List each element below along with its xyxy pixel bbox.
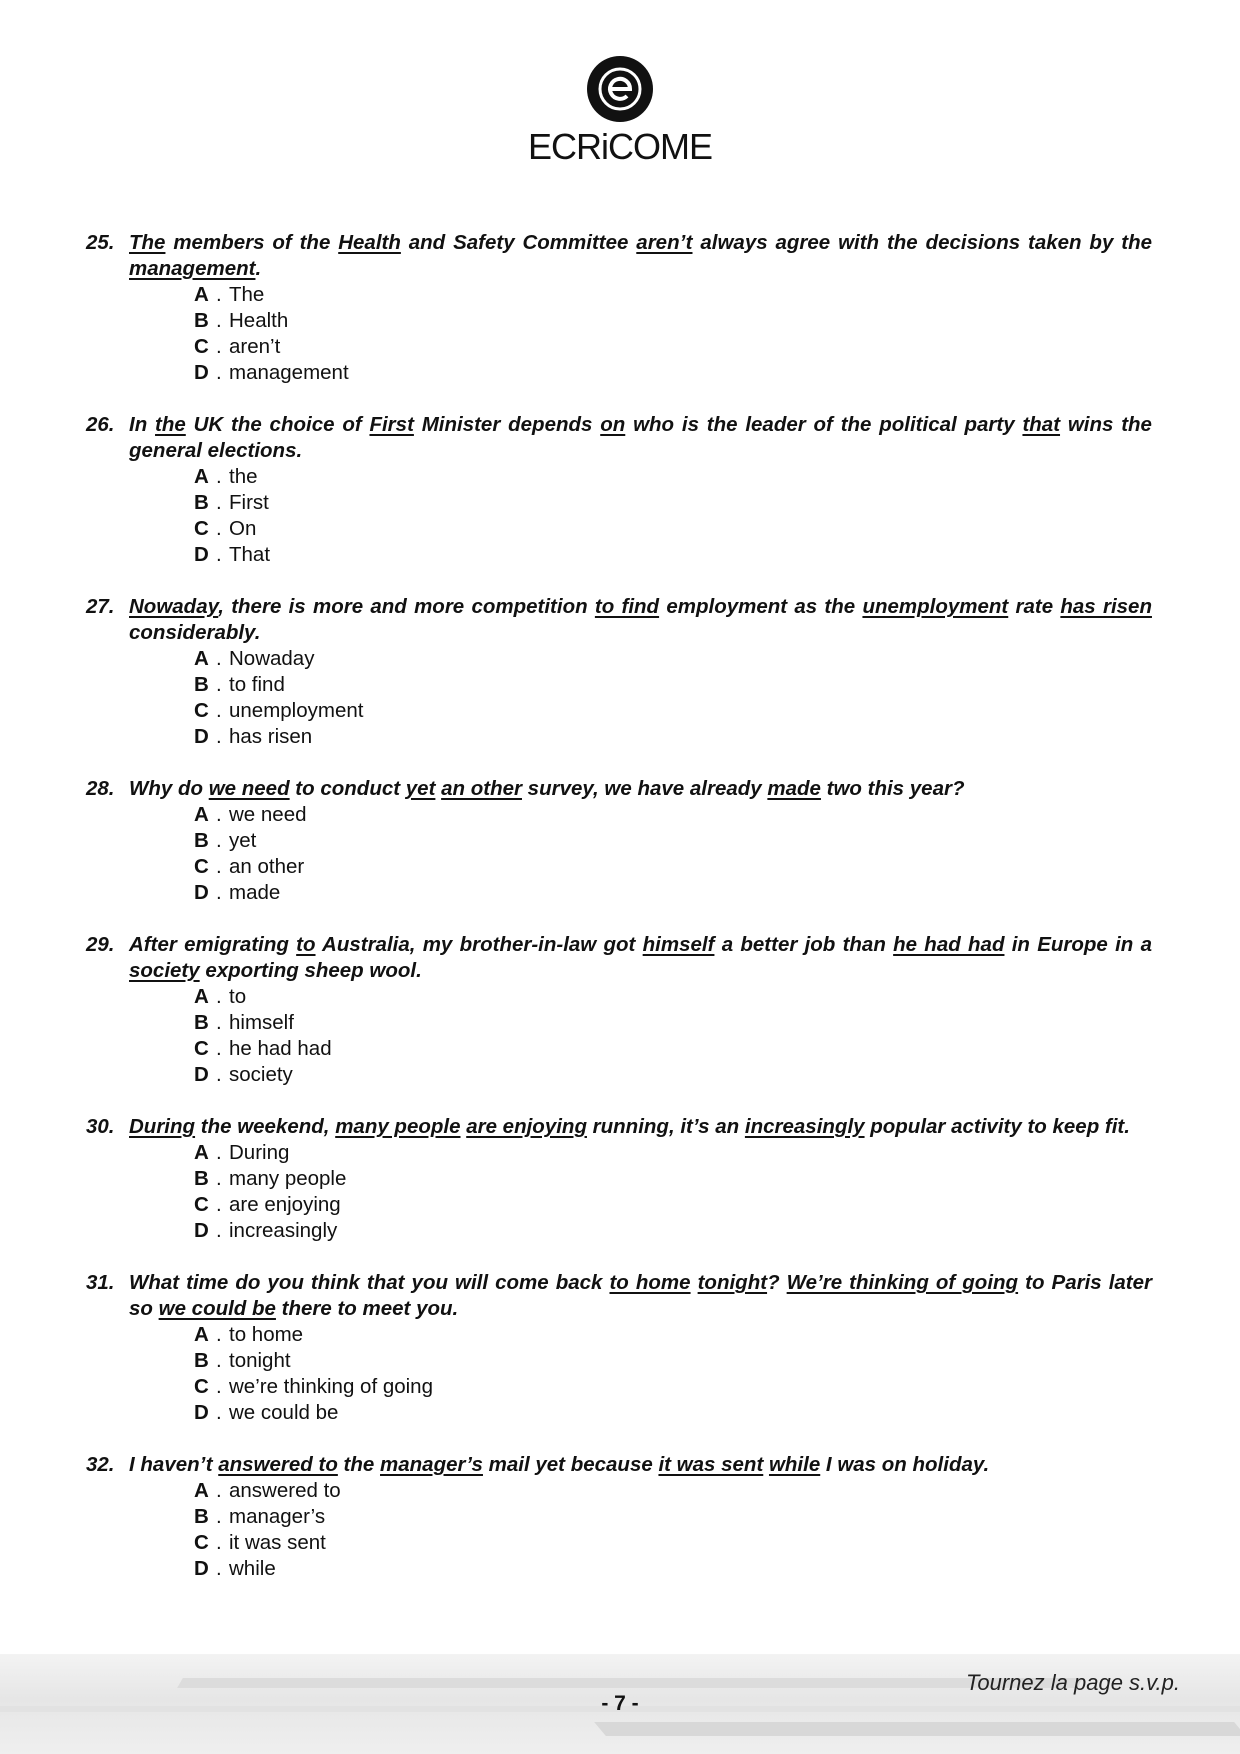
- answer-option: [194, 1400, 1152, 1426]
- text-segment: ?: [767, 1271, 787, 1294]
- option-text: to: [229, 985, 247, 1008]
- underlined-segment: Nowaday: [129, 595, 219, 618]
- text-segment: After emigrating: [129, 933, 297, 956]
- option-dot: .: [216, 985, 222, 1008]
- option-text: answered to: [229, 1479, 341, 1502]
- text-segment: I was on holiday.: [820, 1453, 990, 1476]
- underlined-segment: to: [296, 933, 316, 956]
- text-segment: members of the: [165, 231, 339, 254]
- underlined-segment: made: [767, 777, 821, 800]
- option-text: yet: [229, 829, 257, 852]
- answer-option: [194, 1348, 1152, 1374]
- option-dot: .: [216, 1141, 222, 1164]
- option-text: During: [229, 1141, 290, 1164]
- text-segment: the weekend,: [195, 1115, 336, 1138]
- option-text: we could be: [229, 1401, 339, 1424]
- question-text: [129, 1114, 1152, 1140]
- option-letter: D: [194, 1557, 209, 1580]
- option-text: Health: [229, 309, 289, 332]
- option-dot: .: [216, 803, 222, 826]
- page-number: - 7 -: [601, 1692, 639, 1715]
- option-dot: .: [216, 465, 222, 488]
- answer-option: [194, 828, 1152, 854]
- option-dot: .: [216, 1557, 222, 1580]
- underlined-segment: to find: [594, 595, 660, 618]
- option-dot: .: [216, 1011, 222, 1034]
- answer-option: [194, 1140, 1152, 1166]
- text-segment: in Europe in a: [1004, 933, 1152, 956]
- underlined-segment: The: [129, 231, 166, 254]
- question-stem: [86, 1114, 1152, 1140]
- answer-option: [194, 1374, 1152, 1400]
- underlined-segment: increasingly: [744, 1115, 865, 1138]
- option-text: increasingly: [229, 1219, 338, 1242]
- option-letter: A: [194, 647, 209, 670]
- question-stem: [86, 412, 1152, 464]
- option-text: management: [229, 361, 349, 384]
- answer-option: [194, 1036, 1152, 1062]
- underlined-segment: himself: [642, 933, 715, 956]
- option-letter: D: [194, 725, 209, 748]
- option-letter: C: [194, 855, 209, 878]
- option-letter: C: [194, 1037, 209, 1060]
- underlined-segment: we need: [208, 777, 290, 800]
- text-segment: What time do you think that you will come back: [129, 1271, 610, 1294]
- underlined-segment: yet: [405, 777, 436, 800]
- option-text: many people: [229, 1167, 347, 1190]
- text-segment: mail yet because: [482, 1453, 659, 1476]
- question-stem: [86, 1452, 1152, 1478]
- question-text: [129, 230, 1152, 282]
- answer-option: [194, 1218, 1152, 1244]
- option-dot: .: [216, 1375, 222, 1398]
- option-text: to find: [229, 673, 285, 696]
- answer-option: [194, 1322, 1152, 1348]
- underlined-segment: During: [129, 1115, 196, 1138]
- option-text: to home: [229, 1323, 304, 1346]
- text-segment: Minister depends: [413, 413, 601, 436]
- answer-option: [194, 802, 1152, 828]
- option-letter: D: [194, 1063, 209, 1086]
- text-segment: always agree with the decisions taken by the: [692, 231, 1152, 254]
- option-text: manager’s: [229, 1505, 326, 1528]
- question-number: 27.: [86, 595, 115, 618]
- option-text: while: [229, 1557, 276, 1580]
- text-segment: survey, we have already: [521, 777, 768, 800]
- underlined-segment: many people: [335, 1115, 461, 1138]
- option-dot: .: [216, 1219, 222, 1242]
- answer-option: [194, 672, 1152, 698]
- option-text: an other: [229, 855, 305, 878]
- underlined-segment: an other: [441, 777, 522, 800]
- option-letter: A: [194, 465, 209, 488]
- question-text: [129, 1452, 1152, 1478]
- answer-option: [194, 724, 1152, 750]
- turn-page-note: Tournez la page s.v.p.: [965, 1670, 1180, 1695]
- option-letter: B: [194, 1011, 209, 1034]
- option-dot: .: [216, 491, 222, 514]
- option-letter: C: [194, 517, 209, 540]
- question-text: [129, 776, 1152, 802]
- underlined-segment: it was sent: [658, 1453, 764, 1476]
- question: [86, 776, 1152, 906]
- question-number: 30.: [86, 1115, 115, 1138]
- option-dot: .: [216, 725, 222, 748]
- option-dot: .: [216, 543, 222, 566]
- option-letter: B: [194, 1167, 209, 1190]
- option-letter: A: [194, 1479, 209, 1502]
- option-text: made: [229, 881, 281, 904]
- question-number: 26.: [86, 413, 115, 436]
- option-dot: .: [216, 283, 222, 306]
- logo-text: ECRiCOME: [527, 126, 712, 167]
- option-dot: .: [216, 647, 222, 670]
- text-segment: employment as the: [659, 595, 863, 618]
- answer-options: [86, 1478, 1152, 1582]
- question: [86, 932, 1152, 1088]
- question-number: 31.: [86, 1271, 115, 1294]
- option-letter: C: [194, 1531, 209, 1554]
- option-letter: C: [194, 1193, 209, 1216]
- option-dot: .: [216, 361, 222, 384]
- answer-options: [86, 984, 1152, 1088]
- question-number: 28.: [86, 777, 115, 800]
- option-letter: B: [194, 829, 209, 852]
- header: [0, 56, 1240, 168]
- underlined-segment: that: [1022, 413, 1061, 436]
- text-segment: UK the choice of: [185, 413, 370, 436]
- question-stem: [86, 1270, 1152, 1322]
- option-dot: .: [216, 1323, 222, 1346]
- option-text: society: [229, 1063, 293, 1086]
- underlined-segment: are enjoying: [466, 1115, 587, 1138]
- answer-option: [194, 490, 1152, 516]
- underlined-segment: management: [129, 257, 256, 280]
- option-dot: .: [216, 1505, 222, 1528]
- option-dot: .: [216, 1037, 222, 1060]
- text-segment: a better job than: [714, 933, 894, 956]
- option-dot: .: [216, 1479, 222, 1502]
- underlined-segment: We’re thinking of going: [786, 1271, 1019, 1294]
- underlined-segment: to home: [609, 1271, 691, 1294]
- option-letter: D: [194, 1401, 209, 1424]
- text-segment: who is the leader of the political party: [625, 413, 1023, 436]
- underlined-segment: on: [600, 413, 626, 436]
- option-letter: B: [194, 491, 209, 514]
- option-letter: B: [194, 1505, 209, 1528]
- option-letter: A: [194, 283, 209, 306]
- answer-option: [194, 308, 1152, 334]
- question-text: [129, 932, 1152, 984]
- answer-option: [194, 1504, 1152, 1530]
- underlined-segment: tonight: [697, 1271, 768, 1294]
- underlined-segment: manager’s: [380, 1453, 483, 1476]
- question-number: 25.: [86, 231, 115, 254]
- option-text: himself: [229, 1011, 294, 1034]
- answer-option: [194, 1192, 1152, 1218]
- underlined-segment: Health: [338, 231, 401, 254]
- option-letter: D: [194, 881, 209, 904]
- option-text: tonight: [229, 1349, 291, 1372]
- question-stem: [86, 776, 1152, 802]
- text-segment: considerably.: [129, 621, 261, 644]
- question-text: [129, 412, 1152, 464]
- answer-option: [194, 1166, 1152, 1192]
- option-text: The: [229, 283, 265, 306]
- answer-option: [194, 1062, 1152, 1088]
- option-dot: .: [216, 1531, 222, 1554]
- text-segment: popular activity to keep fit.: [864, 1115, 1130, 1138]
- question: [86, 1114, 1152, 1244]
- option-letter: C: [194, 335, 209, 358]
- option-text: That: [229, 543, 271, 566]
- question: [86, 1452, 1152, 1582]
- text-segment: .: [255, 257, 262, 280]
- option-letter: A: [194, 1141, 209, 1164]
- question: [86, 1270, 1152, 1426]
- question-stem: [86, 932, 1152, 984]
- text-segment: two this year?: [820, 777, 965, 800]
- answer-options: [86, 282, 1152, 386]
- question-text: [129, 594, 1152, 646]
- option-letter: C: [194, 699, 209, 722]
- question-stem: [86, 594, 1152, 646]
- answer-options: [86, 464, 1152, 568]
- option-letter: B: [194, 1349, 209, 1372]
- text-segment: exporting sheep wool.: [199, 959, 422, 982]
- answer-option: [194, 1478, 1152, 1504]
- question-stem: [86, 230, 1152, 282]
- answer-option: [194, 984, 1152, 1010]
- text-segment: to Paris later so: [129, 1271, 1153, 1320]
- answer-option: [194, 542, 1152, 568]
- text-segment: Why do: [129, 777, 209, 800]
- option-text: unemployment: [229, 699, 364, 722]
- option-dot: .: [216, 1193, 222, 1216]
- option-dot: .: [216, 1167, 222, 1190]
- text-segment: wins the general elections.: [129, 413, 1152, 462]
- underlined-segment: answered to: [218, 1453, 338, 1476]
- option-text: First: [229, 491, 269, 514]
- option-text: are enjoying: [229, 1193, 341, 1216]
- option-letter: A: [194, 985, 209, 1008]
- text-segment: In: [129, 413, 156, 436]
- option-dot: .: [216, 517, 222, 540]
- text-segment: rate: [1008, 595, 1061, 618]
- answer-option: [194, 1530, 1152, 1556]
- option-letter: C: [194, 1375, 209, 1398]
- underlined-segment: aren’t: [636, 231, 693, 254]
- answer-option: [194, 698, 1152, 724]
- question-text: [129, 1270, 1152, 1322]
- option-dot: .: [216, 1063, 222, 1086]
- underlined-segment: while: [768, 1453, 821, 1476]
- answer-option: [194, 1556, 1152, 1582]
- option-text: the: [229, 465, 258, 488]
- option-text: Nowaday: [229, 647, 315, 670]
- option-dot: .: [216, 699, 222, 722]
- answer-options: [86, 1140, 1152, 1244]
- underlined-segment: has risen: [1060, 595, 1152, 618]
- option-text: On: [229, 517, 257, 540]
- text-segment: there to meet you.: [275, 1297, 459, 1320]
- text-segment: I haven’t: [129, 1453, 219, 1476]
- question: [86, 594, 1152, 750]
- question-number: 32.: [86, 1453, 115, 1476]
- text-segment: Australia, my brother-in-law got: [315, 933, 643, 956]
- option-dot: .: [216, 1401, 222, 1424]
- question-number: 29.: [86, 933, 115, 956]
- answer-options: [86, 802, 1152, 906]
- text-segment: , there is more and more competition: [218, 595, 595, 618]
- question: [86, 230, 1152, 386]
- question: [86, 412, 1152, 568]
- option-dot: .: [216, 309, 222, 332]
- answer-option: [194, 464, 1152, 490]
- option-letter: D: [194, 543, 209, 566]
- option-text: we’re thinking of going: [229, 1375, 433, 1398]
- text-segment: the: [337, 1453, 381, 1476]
- option-letter: D: [194, 361, 209, 384]
- answer-option: [194, 516, 1152, 542]
- underlined-segment: society: [129, 959, 200, 982]
- option-dot: .: [216, 881, 222, 904]
- answer-option: [194, 880, 1152, 906]
- option-letter: B: [194, 309, 209, 332]
- question-list: [86, 230, 1152, 1608]
- answer-option: [194, 1010, 1152, 1036]
- text-segment: running, it’s an: [586, 1115, 745, 1138]
- option-dot: .: [216, 673, 222, 696]
- underlined-segment: unemployment: [862, 595, 1009, 618]
- answer-option: [194, 854, 1152, 880]
- option-text: it was sent: [229, 1531, 326, 1554]
- underlined-segment: the: [155, 413, 186, 436]
- answer-option: [194, 360, 1152, 386]
- option-dot: .: [216, 829, 222, 852]
- option-dot: .: [216, 335, 222, 358]
- option-text: aren’t: [229, 335, 281, 358]
- answer-options: [86, 1322, 1152, 1426]
- option-text: we need: [229, 803, 307, 826]
- option-letter: A: [194, 803, 209, 826]
- option-letter: A: [194, 1323, 209, 1346]
- option-dot: .: [216, 855, 222, 878]
- option-text: has risen: [229, 725, 313, 748]
- text-segment: [691, 1271, 698, 1294]
- underlined-segment: we could be: [158, 1297, 276, 1320]
- text-segment: to conduct: [289, 777, 406, 800]
- option-text: he had had: [229, 1037, 332, 1060]
- ecricome-logo-icon: [587, 56, 653, 122]
- underlined-segment: he had had: [893, 933, 1005, 956]
- option-dot: .: [216, 1349, 222, 1372]
- answer-options: [86, 646, 1152, 750]
- option-letter: B: [194, 673, 209, 696]
- answer-option: [194, 646, 1152, 672]
- underlined-segment: First: [369, 413, 414, 436]
- option-letter: D: [194, 1219, 209, 1242]
- answer-option: [194, 334, 1152, 360]
- text-segment: and Safety Committee: [400, 231, 637, 254]
- answer-option: [194, 282, 1152, 308]
